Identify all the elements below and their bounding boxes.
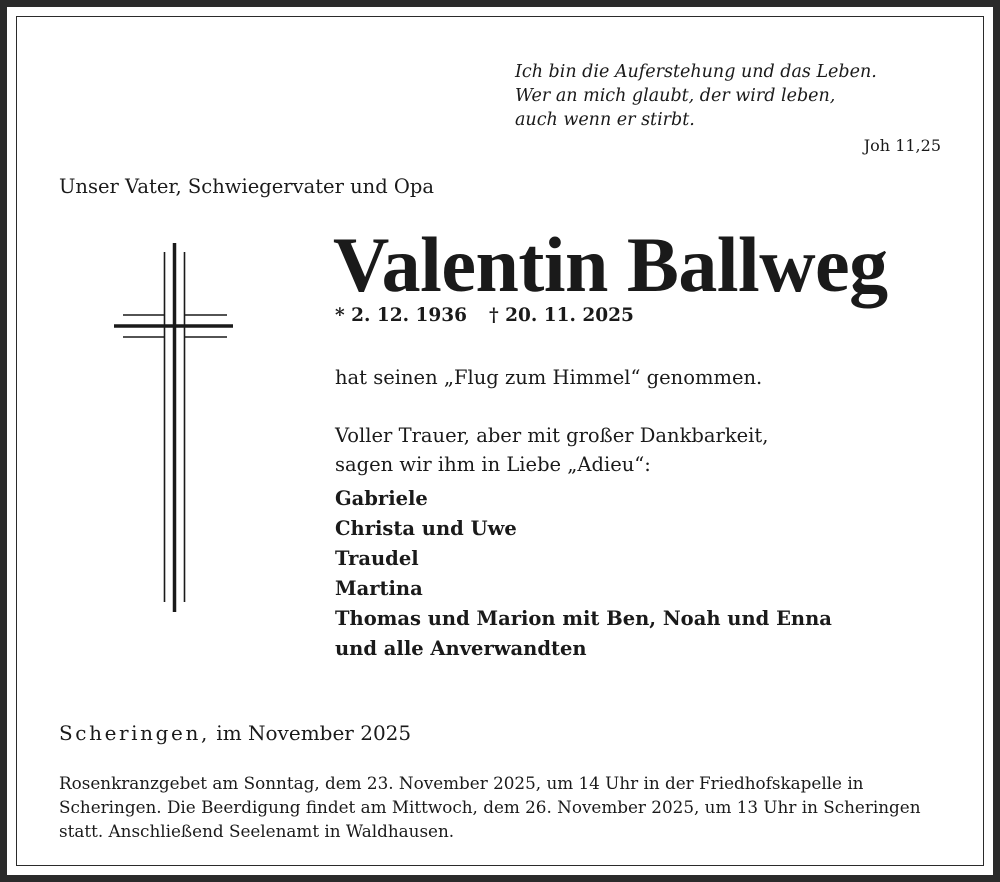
death-date: † 20. 11. 2025 — [488, 305, 634, 326]
family-member: Traudel — [335, 547, 419, 570]
deceased-name: Valentin Ballweg — [333, 221, 888, 308]
verse-line: auch wenn er stirbt. — [515, 110, 695, 130]
family-member: Thomas und Marion mit Ben, Noah und Enna — [335, 607, 832, 630]
family-member: Gabriele — [335, 487, 428, 510]
place-and-date — [59, 721, 411, 745]
bible-verse — [515, 60, 877, 132]
verse-line: Wer an mich glaubt, der wird leben, — [515, 86, 836, 106]
cross-icon — [107, 240, 237, 620]
intro-line: Unser Vater, Schwiegervater und Opa — [59, 175, 435, 198]
family-member: Martina — [335, 577, 423, 600]
place-town: Scheringen, — [59, 721, 210, 745]
place-date: im November 2025 — [216, 721, 412, 745]
funeral-notice: Rosenkranzgebet am Sonntag, dem 23. November 2025, um 14 Uhr in der Friedhofskapelle in Scheringen. Die Beerdigung findet am Mittwoch, dem 26. November 2025, um 13 Uhr in Scheringen statt. Anschließend Seelenamt in Waldhausen. — [59, 773, 921, 841]
message-line-2: Voller Trauer, aber mit großer Dankbarkeit, — [335, 424, 769, 447]
birth-date: * 2. 12. 1936 — [335, 305, 467, 326]
family-member: Christa und Uwe — [335, 517, 517, 540]
message-line-1: hat seinen „Flug zum Himmel“ genommen. — [335, 366, 763, 389]
family-list — [335, 484, 832, 664]
verse-reference: Joh 11,25 — [863, 136, 941, 155]
family-member: und alle Anverwandten — [335, 637, 587, 660]
life-dates — [335, 305, 634, 326]
verse-line: Ich bin die Auferstehung und das Leben. — [515, 62, 877, 82]
message-line-3: sagen wir ihm in Liebe „Adieu“: — [335, 453, 651, 476]
